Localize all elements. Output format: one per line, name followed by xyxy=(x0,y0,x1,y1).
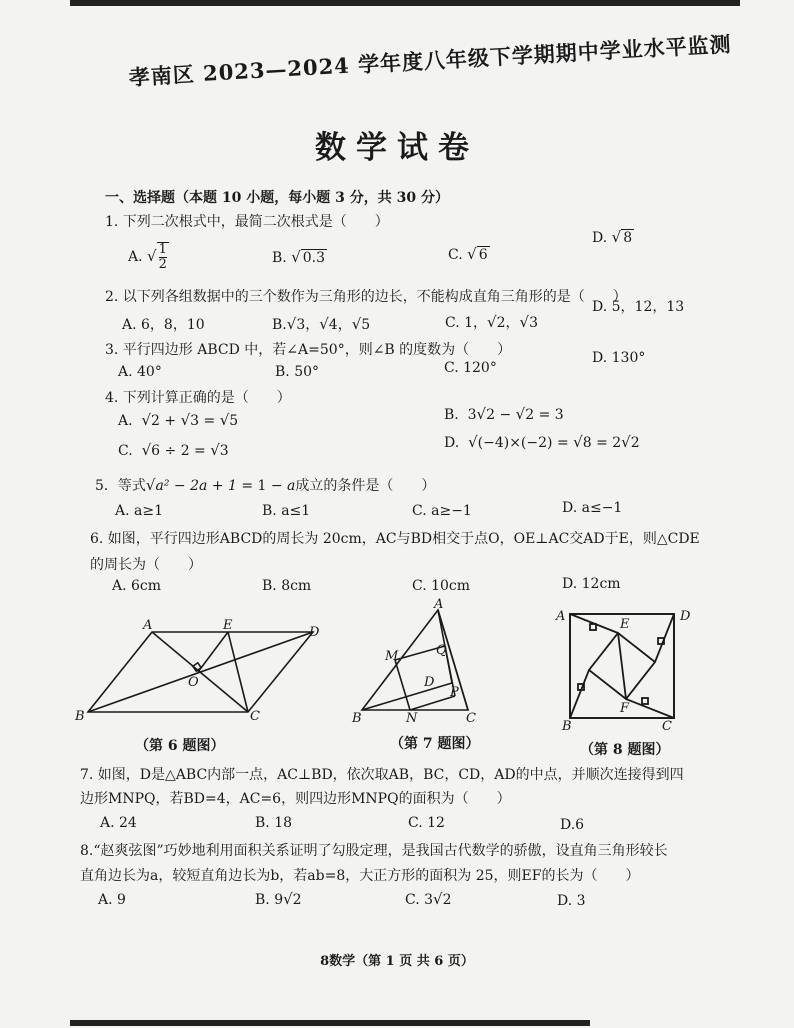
scan-edge-bottom xyxy=(70,1020,590,1026)
page-footer: 8数学（第 1 页 共 6 页） xyxy=(320,954,474,969)
question-2-stem: 2. 以下列各组数据中的三个数作为三角形的边长，不能构成直角三角形的是（ ） xyxy=(105,289,627,305)
svg-text:B: B xyxy=(75,709,85,724)
q5-option-c: C. a≥−1 xyxy=(412,503,472,519)
svg-text:D: D xyxy=(309,625,320,640)
q8-option-d: D. 3 xyxy=(557,893,586,909)
q6-option-d: D. 12cm xyxy=(562,576,621,592)
q7-option-d: D.6 xyxy=(560,817,585,833)
question-5-stem: 5．等式√a² − 2a + 1 = 1 − a成立的条件是（ ） xyxy=(95,476,436,494)
q2-option-a: A. 6，8，10 xyxy=(122,317,205,333)
q4-option-d: D. √(−4)×(−2) = √8 = 2√2 xyxy=(444,433,640,451)
figure-7-triangle xyxy=(350,598,485,726)
svg-text:F: F xyxy=(620,701,630,716)
svg-text:C: C xyxy=(662,719,672,734)
figure-8-zhao-shuang xyxy=(550,600,690,736)
question-4-stem: 4. 下列计算正确的是（ ） xyxy=(105,390,291,406)
q1-option-c: C. √ 6 xyxy=(448,245,488,263)
q8-option-b: B. 9√2 xyxy=(255,890,302,908)
q1-option-b: B. √ 0.3 xyxy=(272,248,326,266)
q3-option-a: A. 40° xyxy=(118,364,162,380)
q2-option-b: B.√3，√4，√5 xyxy=(272,315,371,333)
question-1-stem: 1. 下列二次根式中，最简二次根式是（ ） xyxy=(105,214,389,230)
svg-text:E: E xyxy=(620,617,630,632)
question-8-line1: 8.“赵爽弦图”巧妙地利用面积关系证明了勾股定理，是我国古代数学的骄傲，设直角三角形较长 xyxy=(80,843,668,859)
q4-option-a: A. √2 + √3 = √5 xyxy=(118,411,239,429)
question-7-line2: 边形MNPQ，若BD=4，AC=6，则四边形MNPQ的面积为（ ） xyxy=(80,791,511,807)
svg-text:M: M xyxy=(385,649,399,664)
svg-text:C: C xyxy=(250,709,260,724)
q5-option-a: A. a≥1 xyxy=(115,503,163,519)
q5-option-d: D. a≤−1 xyxy=(562,500,623,516)
question-6-line2: 的周长为（ ） xyxy=(90,557,202,573)
question-8-line2: 直角边长为a，较短直角边长为b，若ab=8，大正方形的面积为 25，则EF的长为（ ） xyxy=(80,868,640,884)
scan-edge-top xyxy=(70,0,740,6)
q4-option-c: C. √6 ÷ 2 = √3 xyxy=(118,441,229,459)
q2-option-d: D. 5，12，13 xyxy=(592,299,685,315)
section-heading: 一、选择题（本题 10 小题，每小题 3 分，共 30 分） xyxy=(105,190,449,206)
exam-header: 孝南区 2023—2024 学年度八年级下学期期中学业水平监测 xyxy=(128,31,733,90)
q1-option-d: D. √ 8 xyxy=(592,228,633,246)
svg-text:B: B xyxy=(562,719,572,734)
svg-text:B: B xyxy=(352,711,362,726)
svg-text:N: N xyxy=(406,711,418,726)
q2-option-c: C. 1，√2，√3 xyxy=(445,313,538,331)
exam-title: 数学试卷 xyxy=(315,130,479,166)
q8-option-c: C. 3√2 xyxy=(405,890,452,908)
figure-7-caption: （第 7 题图） xyxy=(390,736,480,752)
q6-option-c: C. 10cm xyxy=(412,578,471,594)
q3-option-b: B. 50° xyxy=(275,364,320,380)
svg-text:D: D xyxy=(680,609,690,624)
q6-option-b: B. 8cm xyxy=(262,578,312,594)
q1-option-a: A. √ $\frac{1}{2}$ xyxy=(128,242,167,272)
svg-text:A: A xyxy=(143,618,153,633)
svg-text:E: E xyxy=(223,618,233,633)
q7-option-c: C. 12 xyxy=(408,815,445,831)
q6-option-a: A. 6cm xyxy=(112,578,162,594)
question-7-line1: 7. 如图，D是△ABC内部一点，AC⊥BD，依次取AB，BC，CD，AD的中点，并顺次连接得到四 xyxy=(80,767,684,783)
q4-option-b: B. 3√2 − √2 = 3 xyxy=(444,405,564,423)
q7-option-a: A. 24 xyxy=(100,815,137,831)
q5-option-b: B. a≤1 xyxy=(262,503,311,519)
svg-text:O: O xyxy=(188,675,199,690)
question-6-line1: 6. 如图，平行四边形ABCD的周长为 20cm，AC与BD相交于点O，OE⊥AC交AD于E，则△CDE xyxy=(90,531,700,547)
q8-option-a: A. 9 xyxy=(98,892,126,908)
figure-8-caption: （第 8 题图） xyxy=(580,742,670,758)
svg-text:A: A xyxy=(556,609,566,624)
svg-text:A: A xyxy=(434,598,444,612)
svg-text:D: D xyxy=(424,675,435,690)
q3-option-d: D. 130° xyxy=(592,350,646,366)
q3-option-c: C. 120° xyxy=(444,360,497,376)
q7-option-b: B. 18 xyxy=(255,815,293,831)
svg-text:C: C xyxy=(466,711,476,726)
question-3-stem: 3. 平行四边形 ABCD 中，若∠A=50°，则∠B 的度数为（ ） xyxy=(105,342,512,358)
svg-text:P: P xyxy=(450,685,459,700)
figure-6-caption: （第 6 题图） xyxy=(135,738,225,754)
figure-6-parallelogram xyxy=(70,612,335,727)
svg-text:Q: Q xyxy=(436,643,447,658)
